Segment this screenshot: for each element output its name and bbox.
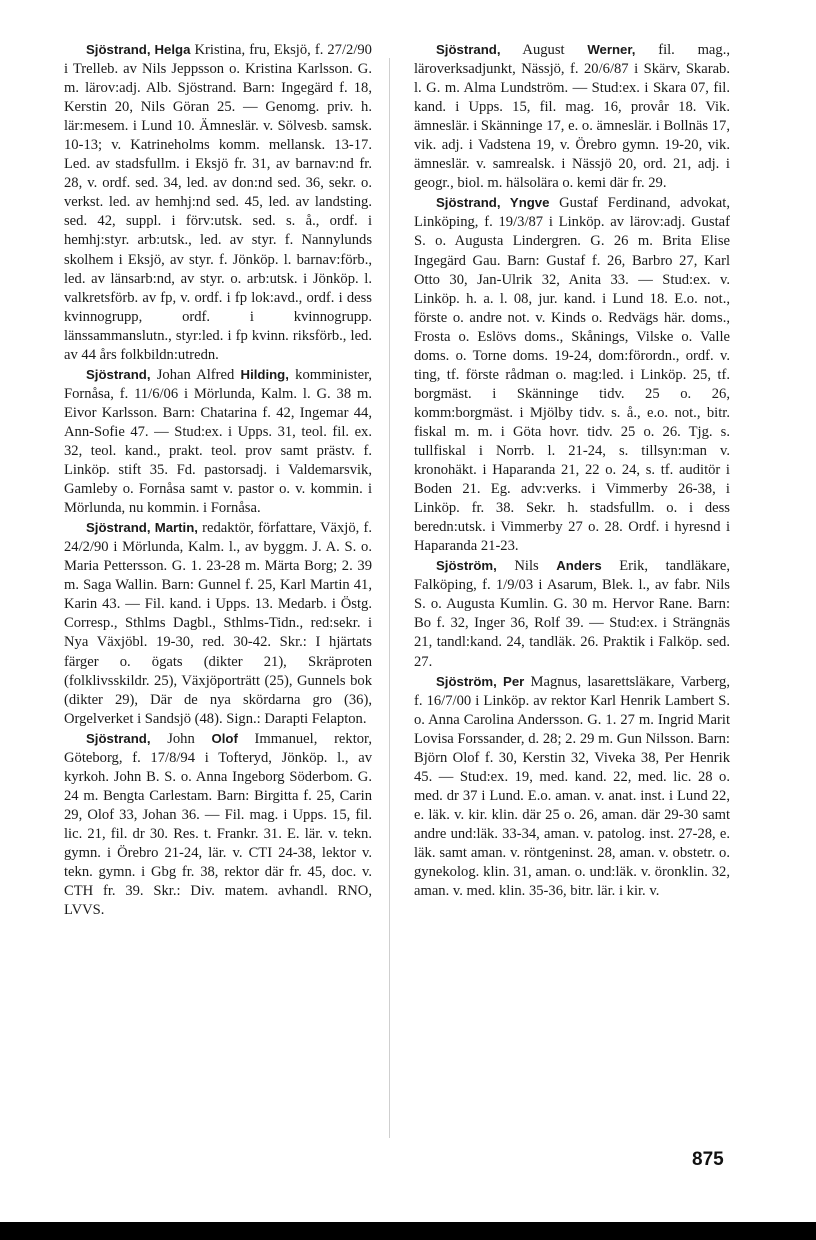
entry-surname: Sjöström,: [436, 558, 497, 574]
entry-yngve-sjostrand: [414, 193, 730, 556]
entry-text-pre: John: [150, 730, 212, 747]
entry-martin-sjostrand: [64, 518, 372, 729]
entry-text-pre: August: [500, 42, 588, 58]
entry-surname: Sjöström, Per: [436, 673, 525, 689]
entry-surname: Sjöstrand,: [86, 366, 151, 382]
entry-werner-sjostrand: [414, 40, 730, 193]
entry-olof-sjostrand: [64, 729, 372, 920]
entry-text: redaktör, författare, Växjö, f. 24/2/90 i Mörlunda, Kalm. l., av byggm. J. A. S. o. Maria Pettersson. G. 1. 23-28 m. Märta Borg; 2. 39 m. Saga Wallin. Barn: Gunnel f. 25, Karl Martin 41, Karin 43. — Fil. kand. i Upps. 13. Medarb. i Östg. Corresp., Sthlms Dagbl., Sthlms-Tidn., red:sekr. i Nya Växjöbl. 19-30, red. 30-42. Skr.: I hjärtats färger o. ögats (dikter 21), Skräproten (folklivsskildr. 25), Växjöporträtt (25), Gunnels bok (dikter 29), Där de nya skördarna gro (36), Orgelverket i Sandsjö (48). Sign.: Darapti Felapton.: [64, 520, 373, 727]
entry-text: Erik, tandläkare, Falköping, f. 1/9/03 i Asarum, Blek. l., av fabr. Nils S. o. Augusta Kumlin. G. 30 m. Hervor Rane. Barn: Bo f. 32, Inger 36, Rolf 39. — Stud:ex. i Strängnäs 21, tandl:kand. 24, tandläk. 26. Praktik i Falköp. sed. 27.: [414, 558, 730, 670]
entry-surname: Sjöstrand,: [86, 730, 151, 746]
entry-text: komminister, Fornåsa, f. 11/6/06 i Mörlunda, Kalm. l. G. 38 m. Eivor Karlsson. Barn: Chatarina f. 42, Ingemar 44, Ann-Sofie 47. — Stud:ex. i Upps. 31, teol. fil. ex. 32, teol. kand., prakt. teol. prov samt prästv. f. Linköp. stift 35. Fd. pastorsadj. i Valdemarsvik, Gamleby o. Fornåsa samt v. pastor o. v. kommin. i Mörlunda, nu kommin. i Fornåsa.: [64, 366, 372, 517]
entry-text: Gustaf Ferdinand, advokat, Linköping, f. 19/3/87 i Linköp. av lärov:adj. Gustaf S. o. Augusta Lindergren. G. 26 m. Brita Elise Ingegärd Gau. Barn: Gustaf f. 26, Barbro 27, Karl Otto 30, Jan-Ulrik 32, Anita 33. — Stud:ex. v. Linköp. h. a. l. 08, jur. kand. i Lund 18. E.o. not., förste o. andre not. v. Kinds o. Redvägs här. doms., Frosta o. Eslövs doms., Skånings, Vilske o. Valle doms. o. Torne doms. 19-24, dom:förordn., ordf. v. ting, tf. förste rådman o. mag:led. i Linköp. 25, tf. borgmäst. i Skänninge tidv. 25 o. 26, komm:borgmäst. i Mjölby tidv. s. å., e.o. not., bitr. fiskal m. m. i Göta hovr. tidv. 25 o. 26. Tjg. s. tullfiskal i Norrb. l. 21-24, s. tillsyn:man v. kronohäkt. i Haparanda 21, 22 o. 24, s. tf. auditör i Boden 21. Eg. adv:verks. i Vimmerby 26-38, i Linköp. fr. 38. Sekr. h. stadsfullm. o. i dess beredn:utsk. i Vimmerby 27 o. 28. Ordf. i hyresnd i Haparanda 21-23.: [414, 195, 730, 555]
entry-helga-sjostrand: [64, 40, 372, 365]
entry-given-name: Helga: [154, 42, 191, 57]
entry-text-pre: Nils: [496, 558, 557, 575]
scan-edge-bar: [0, 1222, 816, 1240]
left-column: [64, 40, 372, 920]
entry-given-name: Hilding,: [240, 366, 289, 382]
page-number: 875: [692, 1149, 724, 1170]
entry-given-name: Werner,: [587, 42, 636, 57]
entry-text-pre: Johan Alfred: [150, 366, 241, 383]
right-column: [414, 40, 730, 901]
column-divider: [389, 58, 390, 1138]
entry-surname: Sjöstrand, Yngve: [436, 195, 550, 211]
entry-surname: Sjöstrand,: [436, 42, 501, 57]
entry-text: Kristina, fru, Eksjö, f. 27/2/90 i Trelleb. av Nils Jeppsson o. Kristina Karlsson. G. m. lärov:adj. Alb. Sjöstrand. Barn: Ingegärd f. 18, Kerstin 20, Nils Göran 25. — Genomg. priv. h. lär:mesem. i Lund 10. Ämneslär. v. Sölvesb. samsk. 10-13; v. Katrineholms komm. mellansk. 13-17. Led. av stadsfullm. i Eksjö fr. 31, av barnav:nd fr. 28, v. ordf. sed. 34, led. av don:nd sed. 36, sekr. o. verkst. led. av hemhj:nd sed. 45, led. av landsting. sed. 42, suppl. i förv:utsk. sed. s. å., ordf. i hemhj:styr. arb:utsk., led. av styr. f. Nannylunds skolhem i Eksjö, av styr. f. Jönköp. l. barnav:förb., led. av länsarb:nd, av styr. o. arb:utsk. i Jönköp. l. valkretsförb. av fp, v. ordf. i fp lok:avd., ordf. i dess kvinnogrupp, ordf. i kvinnogrupp. länssammanslutn., styr:led. i fp kvinn. riksförb., led. av 44 års folkbildn:utredn.: [64, 42, 372, 363]
entry-anders-sjostrom: [414, 556, 730, 671]
entry-surname: Sjöstrand, Martin,: [86, 520, 198, 536]
entry-surname: Sjöstrand,: [86, 42, 151, 57]
entry-text: Magnus, lasarettsläkare, Varberg, f. 16/7/00 i Linköp. av rektor Karl Henrik Lambert S. o. Anna Carolina Andersson. G. 1. 27 m. Ingrid Marit Lovisa Forssander, d. 28; 2. 29 m. Gun Nilsson. Barn: Björn Olof f. 30, Kerstin 32, Viveka 38, Per Henrik 45. — Stud:ex. 19, med. kand. 22, med. lic. 28 o. med. dr 37 i Lund. E.o. aman. v. anat. inst. i Lund 22, e. läk. v. kir. klin. där 25 o. 26, aman. där 29-30 samt andre und:läk. 33-34, aman. v. patolog. inst. 27-28, e. läk. samt aman. v. röntgeninst. 28, aman. v. obstetr. o. gynekolog. klin. 31, aman. o. und:läk. v. öronklin. 32, aman. v. med. klin. 35-36, bitr. lär. i kir. v.: [414, 673, 730, 900]
entry-text: Immanuel, rektor, Göteborg, f. 17/8/94 i Tofteryd, Jönköp. l., av kyrkoh. John B. S. o. Anna Ingeborg Söderbom. G. 24 m. Bengta Carlestam. Barn: Birgitta f. 25, Carin 29, Olof 33, Johan 36. — Fil. mag. i Upps. 15, fil. lic. 21, fil. dr 30. Res. t. Frankr. 31. E. lär. v. tekn. gymn. i Örebro 21-24, lär. v. CTI 24-38, lektor v. tekn. gymn. i Gbg fr. 38, rektor där fr. 45, doc. v. CTH fr. 39. Skr.: Div. matem. avhandl. RNO, LVVS.: [64, 730, 372, 919]
entry-hilding-sjostrand: [64, 365, 372, 518]
entry-given-name: Olof: [211, 730, 238, 746]
entry-per-sjostrom: [414, 672, 730, 902]
entry-text: fil. mag., läroverksadjunkt, Nässjö, f. 20/6/87 i Skärv, Skarab. l. G. m. Alma Lundström. — Stud:ex. i Skara 07, fil. kand. i Upps. 15, fil. mag. 16, provår 18. Vik. ämneslär. i Skänninge 17, e. o. ämneslär. i Bollnäs 17, vik. adj. i Vadstena 19, v. Örebro gymn. 19-20, vik. ämneslär. v. samrealsk. i Nässjö 20, ord. 21, adj. i geogr., biol. m. hälsolära o. kemi där fr. 29.: [414, 42, 730, 192]
entry-given-name: Anders: [556, 558, 602, 574]
